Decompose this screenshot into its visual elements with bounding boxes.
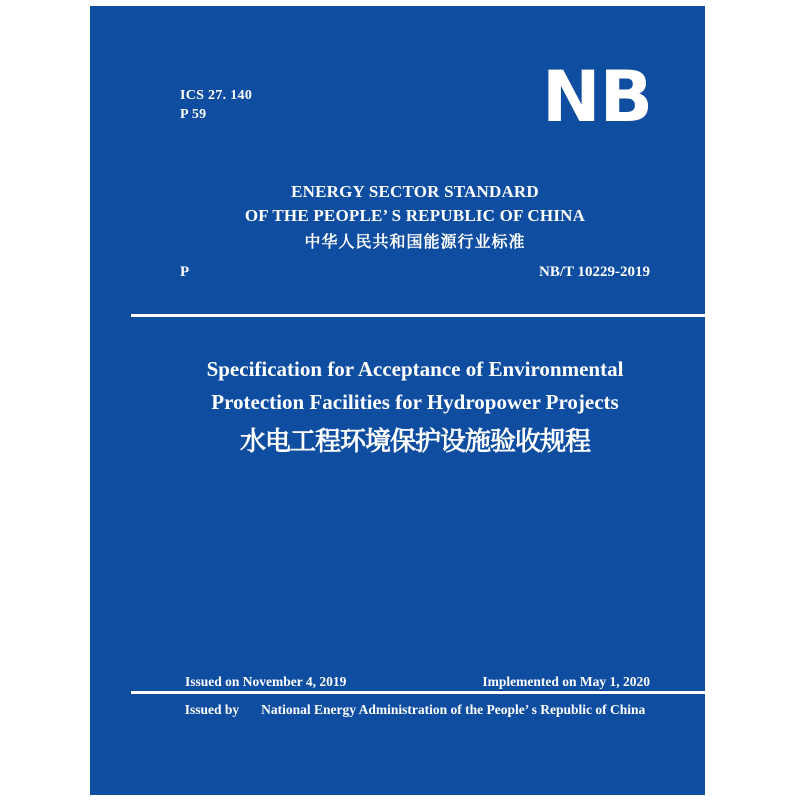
code-row: [180, 264, 650, 281]
issuer-name: National Energy Administration of the People’ s Republic of China: [261, 702, 646, 717]
standard-heading-cn: 中华人民共和国能源行业标准: [304, 234, 526, 251]
divider-bottom: [131, 691, 705, 694]
implemented-on-date: Implemented on May 1, 2020: [482, 674, 650, 689]
title-en-line2: Protection Facilities for Hydropower Projects: [211, 390, 619, 414]
cover: [90, 6, 705, 795]
issuer-row: [180, 702, 650, 718]
standard-number: NB/T 10229-2019: [539, 264, 650, 280]
nb-logo: NB: [542, 56, 652, 138]
standard-heading-en-line2: OF THE PEOPLE’ S REPUBLIC OF CHINA: [244, 206, 586, 225]
classification-code: P 59: [180, 107, 207, 122]
title-cn: 水电工程环境保护设施验收规程: [239, 427, 590, 456]
ics-code: ICS 27. 140: [180, 88, 253, 103]
ics-block: [180, 86, 252, 124]
class-letter: P: [180, 264, 190, 280]
issued-on-date: Issued on November 4, 2019: [185, 674, 347, 689]
standard-heading-en-line1: ENERGY SECTOR STANDARD: [291, 182, 539, 201]
divider-top: [131, 314, 705, 317]
issued-by-label: Issued by: [184, 702, 240, 717]
standard-heading: [180, 180, 650, 255]
title-block: [180, 353, 650, 463]
dates-row: [185, 674, 650, 689]
title-en-line1: Specification for Acceptance of Environmental: [206, 357, 624, 381]
